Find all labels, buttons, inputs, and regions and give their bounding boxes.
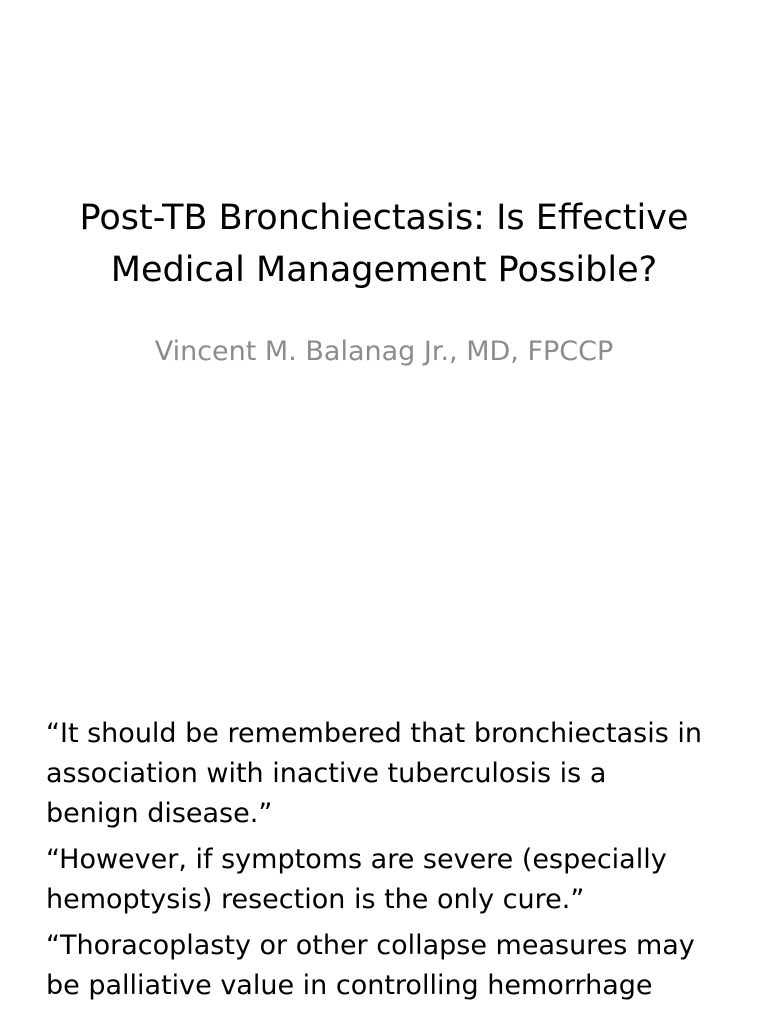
quote-item: [46, 714, 746, 834]
quote-line: hemoptysis) resection is the only cure.”: [46, 884, 585, 915]
quote-item: [46, 926, 746, 1006]
quote-line: association with inactive tuberculosis is a: [46, 758, 607, 789]
slide-title-line: Medical Management Possible?: [110, 250, 658, 290]
slide-title: [40, 192, 728, 296]
quote-item: [46, 840, 746, 920]
quote-line: be palliative value in controlling hemorrhage: [46, 970, 653, 1001]
quote-list: [46, 714, 746, 1012]
slide-title-line: Post-TB Bronchiectasis: Is Effective: [79, 198, 689, 238]
quote-line: “It should be remembered that bronchiectasis in: [46, 718, 702, 749]
quote-line: “Thoracoplasty or other collapse measures may: [46, 930, 695, 961]
slide-subtitle-author: Vincent M. Balanag Jr., MD, FPCCP: [154, 336, 614, 367]
quote-line: “However, if symptoms are severe (especially: [46, 844, 667, 875]
quote-line: benign disease.”: [46, 798, 273, 829]
